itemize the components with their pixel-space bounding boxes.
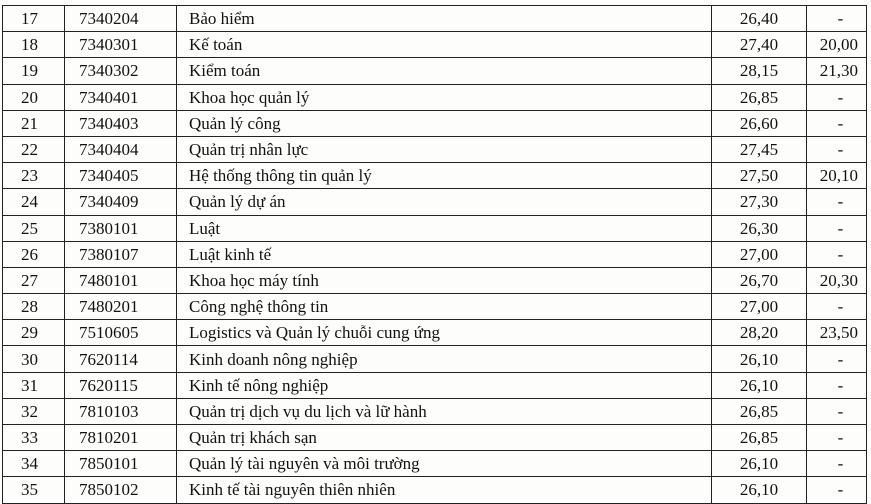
secondary-score-cell: - xyxy=(807,110,867,136)
score-cell: 26,30 xyxy=(712,215,807,241)
row-number-cell: 24 xyxy=(3,189,65,215)
table-row xyxy=(3,372,867,398)
row-number-cell: 19 xyxy=(3,58,65,84)
table-row xyxy=(3,58,867,84)
table-row xyxy=(3,32,867,58)
score-cell: 27,00 xyxy=(712,294,807,320)
table-row xyxy=(3,398,867,424)
table-row xyxy=(3,477,867,503)
row-number-cell: 29 xyxy=(3,320,65,346)
score-cell: 26,85 xyxy=(712,398,807,424)
major-code-cell: 7620114 xyxy=(65,346,177,372)
row-number-cell: 20 xyxy=(3,84,65,110)
score-cell: 26,85 xyxy=(712,425,807,451)
row-number-cell: 18 xyxy=(3,32,65,58)
score-cell: 26,60 xyxy=(712,110,807,136)
major-code-cell: 7480201 xyxy=(65,294,177,320)
score-cell: 26,10 xyxy=(712,451,807,477)
score-cell: 28,15 xyxy=(712,58,807,84)
table-row xyxy=(3,163,867,189)
secondary-score-cell: 23,50 xyxy=(807,320,867,346)
row-number-cell: 33 xyxy=(3,425,65,451)
row-number-cell: 30 xyxy=(3,346,65,372)
major-name-cell: Logistics và Quản lý chuỗi cung ứng xyxy=(177,320,712,346)
score-cell: 27,50 xyxy=(712,163,807,189)
secondary-score-cell: - xyxy=(807,241,867,267)
row-number-cell: 17 xyxy=(3,6,65,32)
score-cell: 27,40 xyxy=(712,32,807,58)
row-number-cell: 22 xyxy=(3,136,65,162)
major-name-cell: Luật kinh tế xyxy=(177,241,712,267)
major-name-cell: Quản lý dự án xyxy=(177,189,712,215)
major-code-cell: 7340302 xyxy=(65,58,177,84)
major-name-cell: Kinh doanh nông nghiệp xyxy=(177,346,712,372)
table-row xyxy=(3,346,867,372)
row-number-cell: 21 xyxy=(3,110,65,136)
row-number-cell: 32 xyxy=(3,398,65,424)
major-name-cell: Kế toán xyxy=(177,32,712,58)
row-number-cell: 27 xyxy=(3,267,65,293)
row-number-cell: 34 xyxy=(3,451,65,477)
major-code-cell: 7510605 xyxy=(65,320,177,346)
major-code-cell: 7340404 xyxy=(65,136,177,162)
major-name-cell: Kinh tế nông nghiệp xyxy=(177,372,712,398)
secondary-score-cell: - xyxy=(807,84,867,110)
secondary-score-cell: - xyxy=(807,398,867,424)
major-code-cell: 7340401 xyxy=(65,84,177,110)
table-row xyxy=(3,189,867,215)
major-name-cell: Khoa học máy tính xyxy=(177,267,712,293)
secondary-score-cell: - xyxy=(807,346,867,372)
table-row xyxy=(3,451,867,477)
secondary-score-cell: - xyxy=(807,451,867,477)
major-code-cell: 7850102 xyxy=(65,477,177,503)
score-cell: 27,45 xyxy=(712,136,807,162)
secondary-score-cell: 21,30 xyxy=(807,58,867,84)
table-row xyxy=(3,425,867,451)
table-row xyxy=(3,294,867,320)
major-code-cell: 7620115 xyxy=(65,372,177,398)
major-name-cell: Kinh tế tài nguyên thiên nhiên xyxy=(177,477,712,503)
secondary-score-cell: 20,30 xyxy=(807,267,867,293)
secondary-score-cell: - xyxy=(807,294,867,320)
table-body xyxy=(3,6,867,504)
table-row xyxy=(3,320,867,346)
major-code-cell: 7850101 xyxy=(65,451,177,477)
table-row xyxy=(3,6,867,32)
major-code-cell: 7380101 xyxy=(65,215,177,241)
score-cell: 26,40 xyxy=(712,6,807,32)
secondary-score-cell: 20,10 xyxy=(807,163,867,189)
major-name-cell: Công nghệ thông tin xyxy=(177,294,712,320)
score-cell: 27,00 xyxy=(712,241,807,267)
major-name-cell: Khoa học quản lý xyxy=(177,84,712,110)
major-name-cell: Bảo hiểm xyxy=(177,6,712,32)
table-row xyxy=(3,267,867,293)
secondary-score-cell: 20,00 xyxy=(807,32,867,58)
row-number-cell: 23 xyxy=(3,163,65,189)
secondary-score-cell: - xyxy=(807,372,867,398)
major-name-cell: Quản trị khách sạn xyxy=(177,425,712,451)
major-code-cell: 7810103 xyxy=(65,398,177,424)
table-row xyxy=(3,241,867,267)
major-code-cell: 7380107 xyxy=(65,241,177,267)
secondary-score-cell: - xyxy=(807,136,867,162)
score-cell: 26,10 xyxy=(712,477,807,503)
score-cell: 26,10 xyxy=(712,372,807,398)
table-row xyxy=(3,84,867,110)
score-cell: 26,10 xyxy=(712,346,807,372)
score-cell: 27,30 xyxy=(712,189,807,215)
row-number-cell: 31 xyxy=(3,372,65,398)
secondary-score-cell: - xyxy=(807,189,867,215)
major-code-cell: 7480101 xyxy=(65,267,177,293)
score-cell: 26,85 xyxy=(712,84,807,110)
major-code-cell: 7340301 xyxy=(65,32,177,58)
row-number-cell: 35 xyxy=(3,477,65,503)
secondary-score-cell: - xyxy=(807,6,867,32)
major-name-cell: Quản trị dịch vụ du lịch và lữ hành xyxy=(177,398,712,424)
major-name-cell: Kiểm toán xyxy=(177,58,712,84)
row-number-cell: 26 xyxy=(3,241,65,267)
table-row xyxy=(3,110,867,136)
score-cell: 28,20 xyxy=(712,320,807,346)
major-code-cell: 7340403 xyxy=(65,110,177,136)
table-row xyxy=(3,215,867,241)
major-code-cell: 7340405 xyxy=(65,163,177,189)
major-name-cell: Luật xyxy=(177,215,712,241)
major-code-cell: 7340409 xyxy=(65,189,177,215)
major-name-cell: Quản lý công xyxy=(177,110,712,136)
major-name-cell: Quản trị nhân lực xyxy=(177,136,712,162)
row-number-cell: 28 xyxy=(3,294,65,320)
major-name-cell: Quản lý tài nguyên và môi trường xyxy=(177,451,712,477)
admission-score-table xyxy=(2,5,867,504)
secondary-score-cell: - xyxy=(807,425,867,451)
row-number-cell: 25 xyxy=(3,215,65,241)
secondary-score-cell: - xyxy=(807,215,867,241)
score-cell: 26,70 xyxy=(712,267,807,293)
table-row xyxy=(3,136,867,162)
major-name-cell: Hệ thống thông tin quản lý xyxy=(177,163,712,189)
major-code-cell: 7340204 xyxy=(65,6,177,32)
secondary-score-cell: - xyxy=(807,477,867,503)
major-code-cell: 7810201 xyxy=(65,425,177,451)
